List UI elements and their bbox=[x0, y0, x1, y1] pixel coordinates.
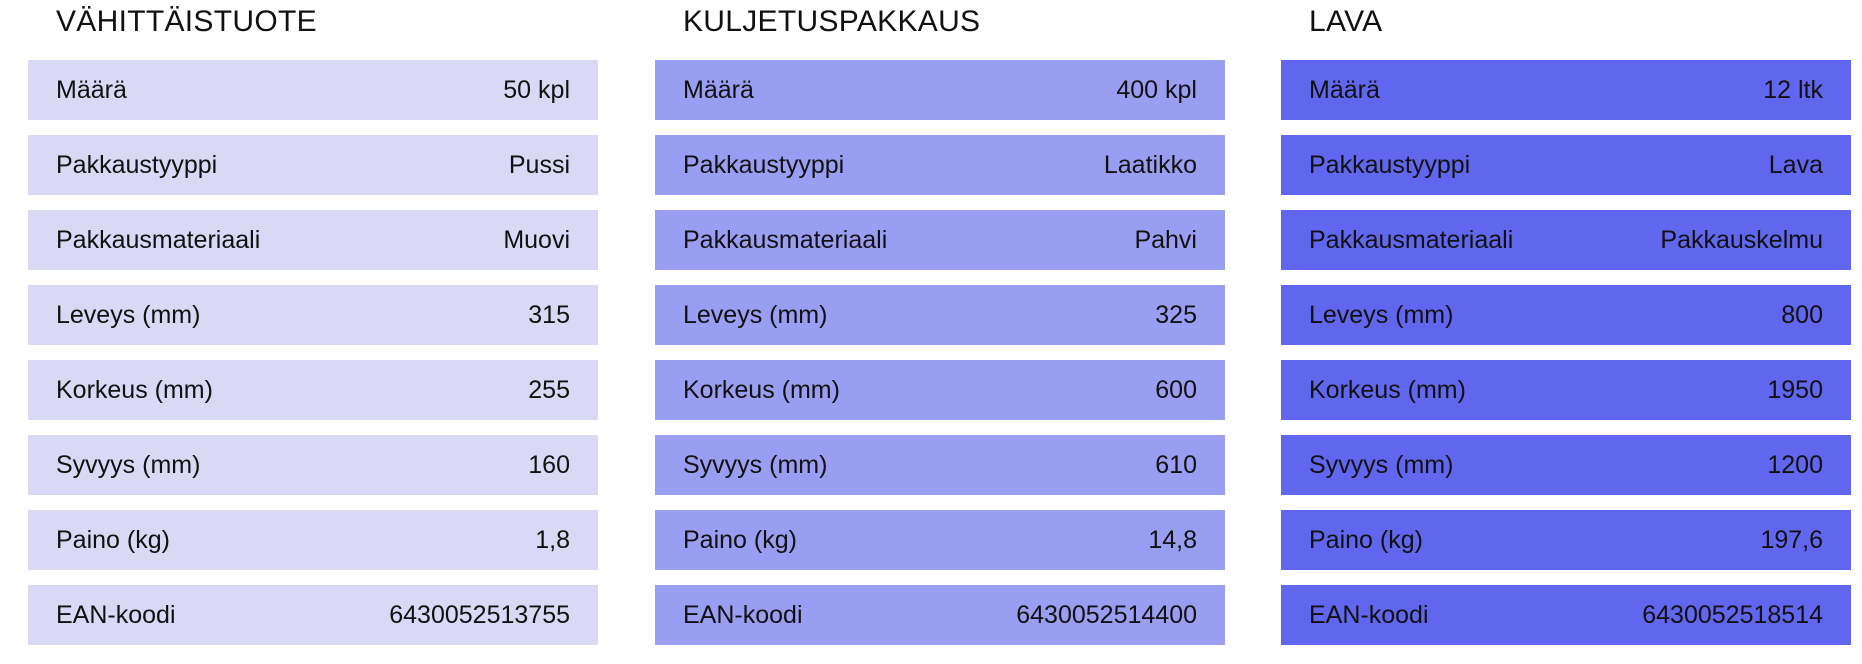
spec-row-package-type bbox=[28, 135, 598, 195]
spec-row-package-type bbox=[655, 135, 1225, 195]
spec-value: 255 bbox=[528, 375, 570, 404]
spec-row-package-material bbox=[1281, 210, 1851, 270]
spec-row-width bbox=[1281, 285, 1851, 345]
spec-table bbox=[28, 60, 598, 645]
spec-row-ean bbox=[28, 585, 598, 645]
spec-row-package-material bbox=[655, 210, 1225, 270]
spec-value: 14,8 bbox=[1148, 525, 1197, 554]
spec-table bbox=[655, 60, 1225, 645]
spec-value: 6430052513755 bbox=[389, 600, 570, 629]
spec-label: Paino (kg) bbox=[1309, 525, 1423, 554]
spec-label: Korkeus (mm) bbox=[683, 375, 840, 404]
spec-value: 50 kpl bbox=[503, 75, 570, 104]
spec-label: Paino (kg) bbox=[683, 525, 797, 554]
spec-row-quantity bbox=[28, 60, 598, 120]
spec-label: Paino (kg) bbox=[56, 525, 170, 554]
spec-value: 6430052514400 bbox=[1016, 600, 1197, 629]
spec-value: 160 bbox=[528, 450, 570, 479]
spec-value: Muovi bbox=[503, 225, 570, 254]
spec-label: EAN-koodi bbox=[683, 600, 803, 629]
spec-row-package-material bbox=[28, 210, 598, 270]
spec-value: Pussi bbox=[508, 150, 570, 179]
spec-label: Leveys (mm) bbox=[683, 300, 828, 329]
spec-value: 197,6 bbox=[1760, 525, 1823, 554]
spec-row-weight bbox=[1281, 510, 1851, 570]
spec-row-quantity bbox=[1281, 60, 1851, 120]
spec-label: Määrä bbox=[1309, 75, 1380, 104]
spec-label: Määrä bbox=[683, 75, 754, 104]
spec-row-ean bbox=[655, 585, 1225, 645]
spec-value: 315 bbox=[528, 300, 570, 329]
spec-value: 1200 bbox=[1767, 450, 1823, 479]
spec-label: Määrä bbox=[56, 75, 127, 104]
spec-row-depth bbox=[655, 435, 1225, 495]
column-title: KULJETUSPAKKAUS bbox=[683, 5, 981, 38]
retail-product-column bbox=[28, 0, 598, 645]
spec-row-width bbox=[655, 285, 1225, 345]
spec-value: 12 ltk bbox=[1763, 75, 1823, 104]
spec-label: Korkeus (mm) bbox=[56, 375, 213, 404]
spec-value: Laatikko bbox=[1103, 150, 1197, 179]
spec-row-height bbox=[1281, 360, 1851, 420]
spec-label: Pakkaustyyppi bbox=[56, 150, 218, 179]
spec-label: Pakkausmateriaali bbox=[683, 225, 888, 254]
spec-label: Syvyys (mm) bbox=[56, 450, 201, 479]
spec-table bbox=[1281, 60, 1851, 645]
spec-label: EAN-koodi bbox=[56, 600, 176, 629]
spec-label: Leveys (mm) bbox=[1309, 300, 1454, 329]
spec-value: 600 bbox=[1155, 375, 1197, 404]
spec-label: Leveys (mm) bbox=[56, 300, 201, 329]
spec-label: Korkeus (mm) bbox=[1309, 375, 1466, 404]
spec-value: 1,8 bbox=[535, 525, 570, 554]
spec-row-width bbox=[28, 285, 598, 345]
spec-row-depth bbox=[1281, 435, 1851, 495]
spec-value: 610 bbox=[1155, 450, 1197, 479]
spec-label: Pakkaustyyppi bbox=[683, 150, 845, 179]
spec-label: EAN-koodi bbox=[1309, 600, 1429, 629]
spec-label: Syvyys (mm) bbox=[1309, 450, 1454, 479]
transport-package-column bbox=[655, 0, 1225, 645]
spec-value: Pakkauskelmu bbox=[1660, 225, 1823, 254]
spec-value: Pahvi bbox=[1134, 225, 1197, 254]
column-title: LAVA bbox=[1309, 5, 1383, 38]
spec-row-weight bbox=[655, 510, 1225, 570]
spec-label: Pakkaustyyppi bbox=[1309, 150, 1471, 179]
spec-row-package-type bbox=[1281, 135, 1851, 195]
spec-row-quantity bbox=[655, 60, 1225, 120]
spec-value: 325 bbox=[1155, 300, 1197, 329]
spec-row-height bbox=[28, 360, 598, 420]
spec-label: Pakkausmateriaali bbox=[1309, 225, 1514, 254]
spec-value: 1950 bbox=[1767, 375, 1823, 404]
spec-value: 400 kpl bbox=[1116, 75, 1197, 104]
spec-label: Syvyys (mm) bbox=[683, 450, 828, 479]
spec-value: Lava bbox=[1768, 150, 1823, 179]
spec-row-ean bbox=[1281, 585, 1851, 645]
spec-value: 6430052518514 bbox=[1642, 600, 1823, 629]
spec-value: 800 bbox=[1781, 300, 1823, 329]
spec-row-height bbox=[655, 360, 1225, 420]
spec-label: Pakkausmateriaali bbox=[56, 225, 261, 254]
column-title: VÄHITTÄISTUOTE bbox=[56, 5, 317, 38]
spec-row-depth bbox=[28, 435, 598, 495]
spec-row-weight bbox=[28, 510, 598, 570]
pallet-column bbox=[1281, 0, 1851, 645]
